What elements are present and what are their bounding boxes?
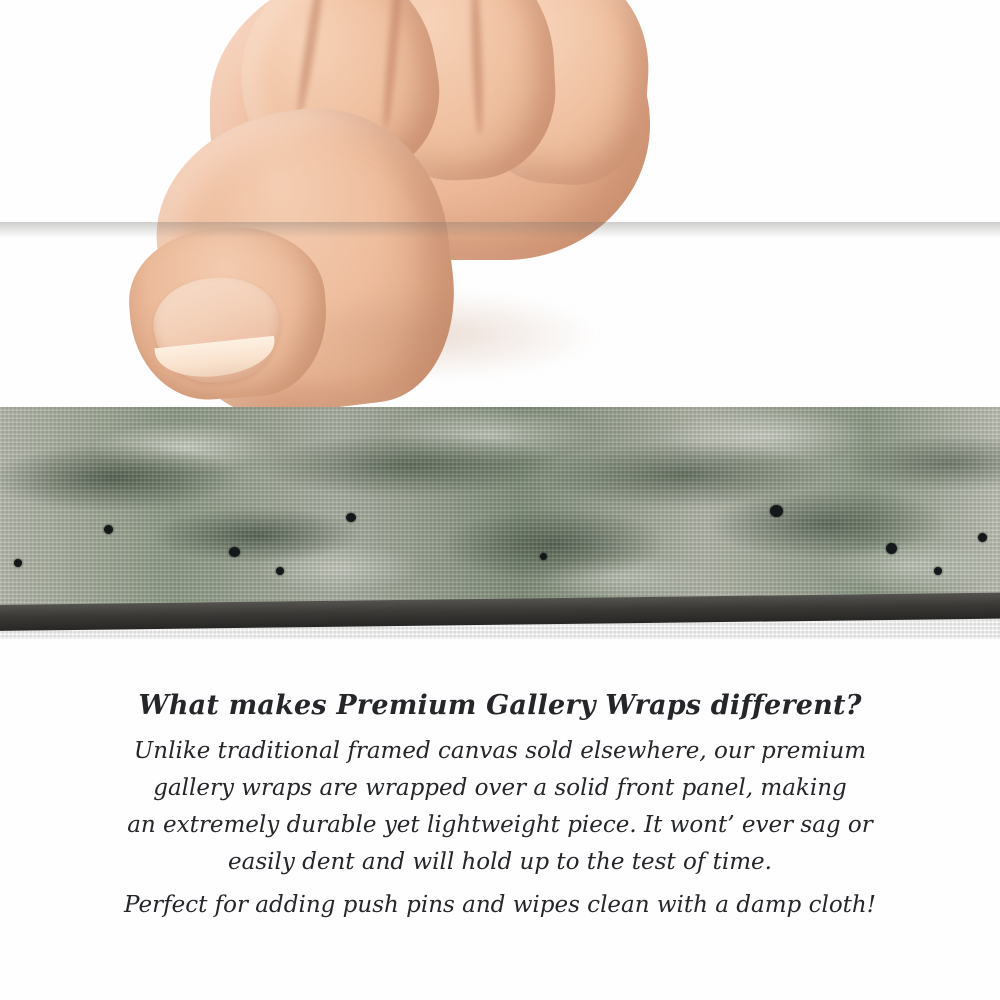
canvas-speck — [104, 525, 113, 534]
canvas-edge-strip — [0, 407, 1000, 639]
caption-line-3: an extremely durable yet lightweight piece. It wont’ ever sag or — [127, 812, 873, 838]
caption-block — [0, 690, 1000, 924]
canvas-speck — [276, 567, 284, 575]
canvas-speck — [14, 559, 22, 567]
canvas-speck — [229, 547, 240, 557]
canvas-speck — [770, 505, 783, 517]
caption-headline: What makes Premium Gallery Wraps different? — [138, 690, 862, 721]
caption-closing-line: Perfect for adding push pins and wipes clean with a damp cloth! — [124, 892, 876, 918]
canvas-speck — [346, 513, 356, 522]
canvas-printed-surface — [0, 407, 1000, 619]
canvas-speck — [540, 553, 547, 560]
canvas-drop-shadow — [0, 222, 1000, 238]
caption-line-1: Unlike traditional framed canvas sold elsewhere, our premium — [133, 738, 867, 764]
hand-photo-region — [0, 0, 1000, 410]
hand-shadow — [270, 290, 600, 380]
canvas-speck — [934, 567, 942, 575]
canvas-speck — [978, 533, 987, 542]
caption-line-4: easily dent and will hold up to the test of time. — [228, 849, 772, 875]
caption-line-2: gallery wraps are wrapped over a solid front panel, making — [153, 775, 847, 801]
hand-illustration — [120, 0, 680, 410]
canvas-speck — [886, 543, 897, 554]
